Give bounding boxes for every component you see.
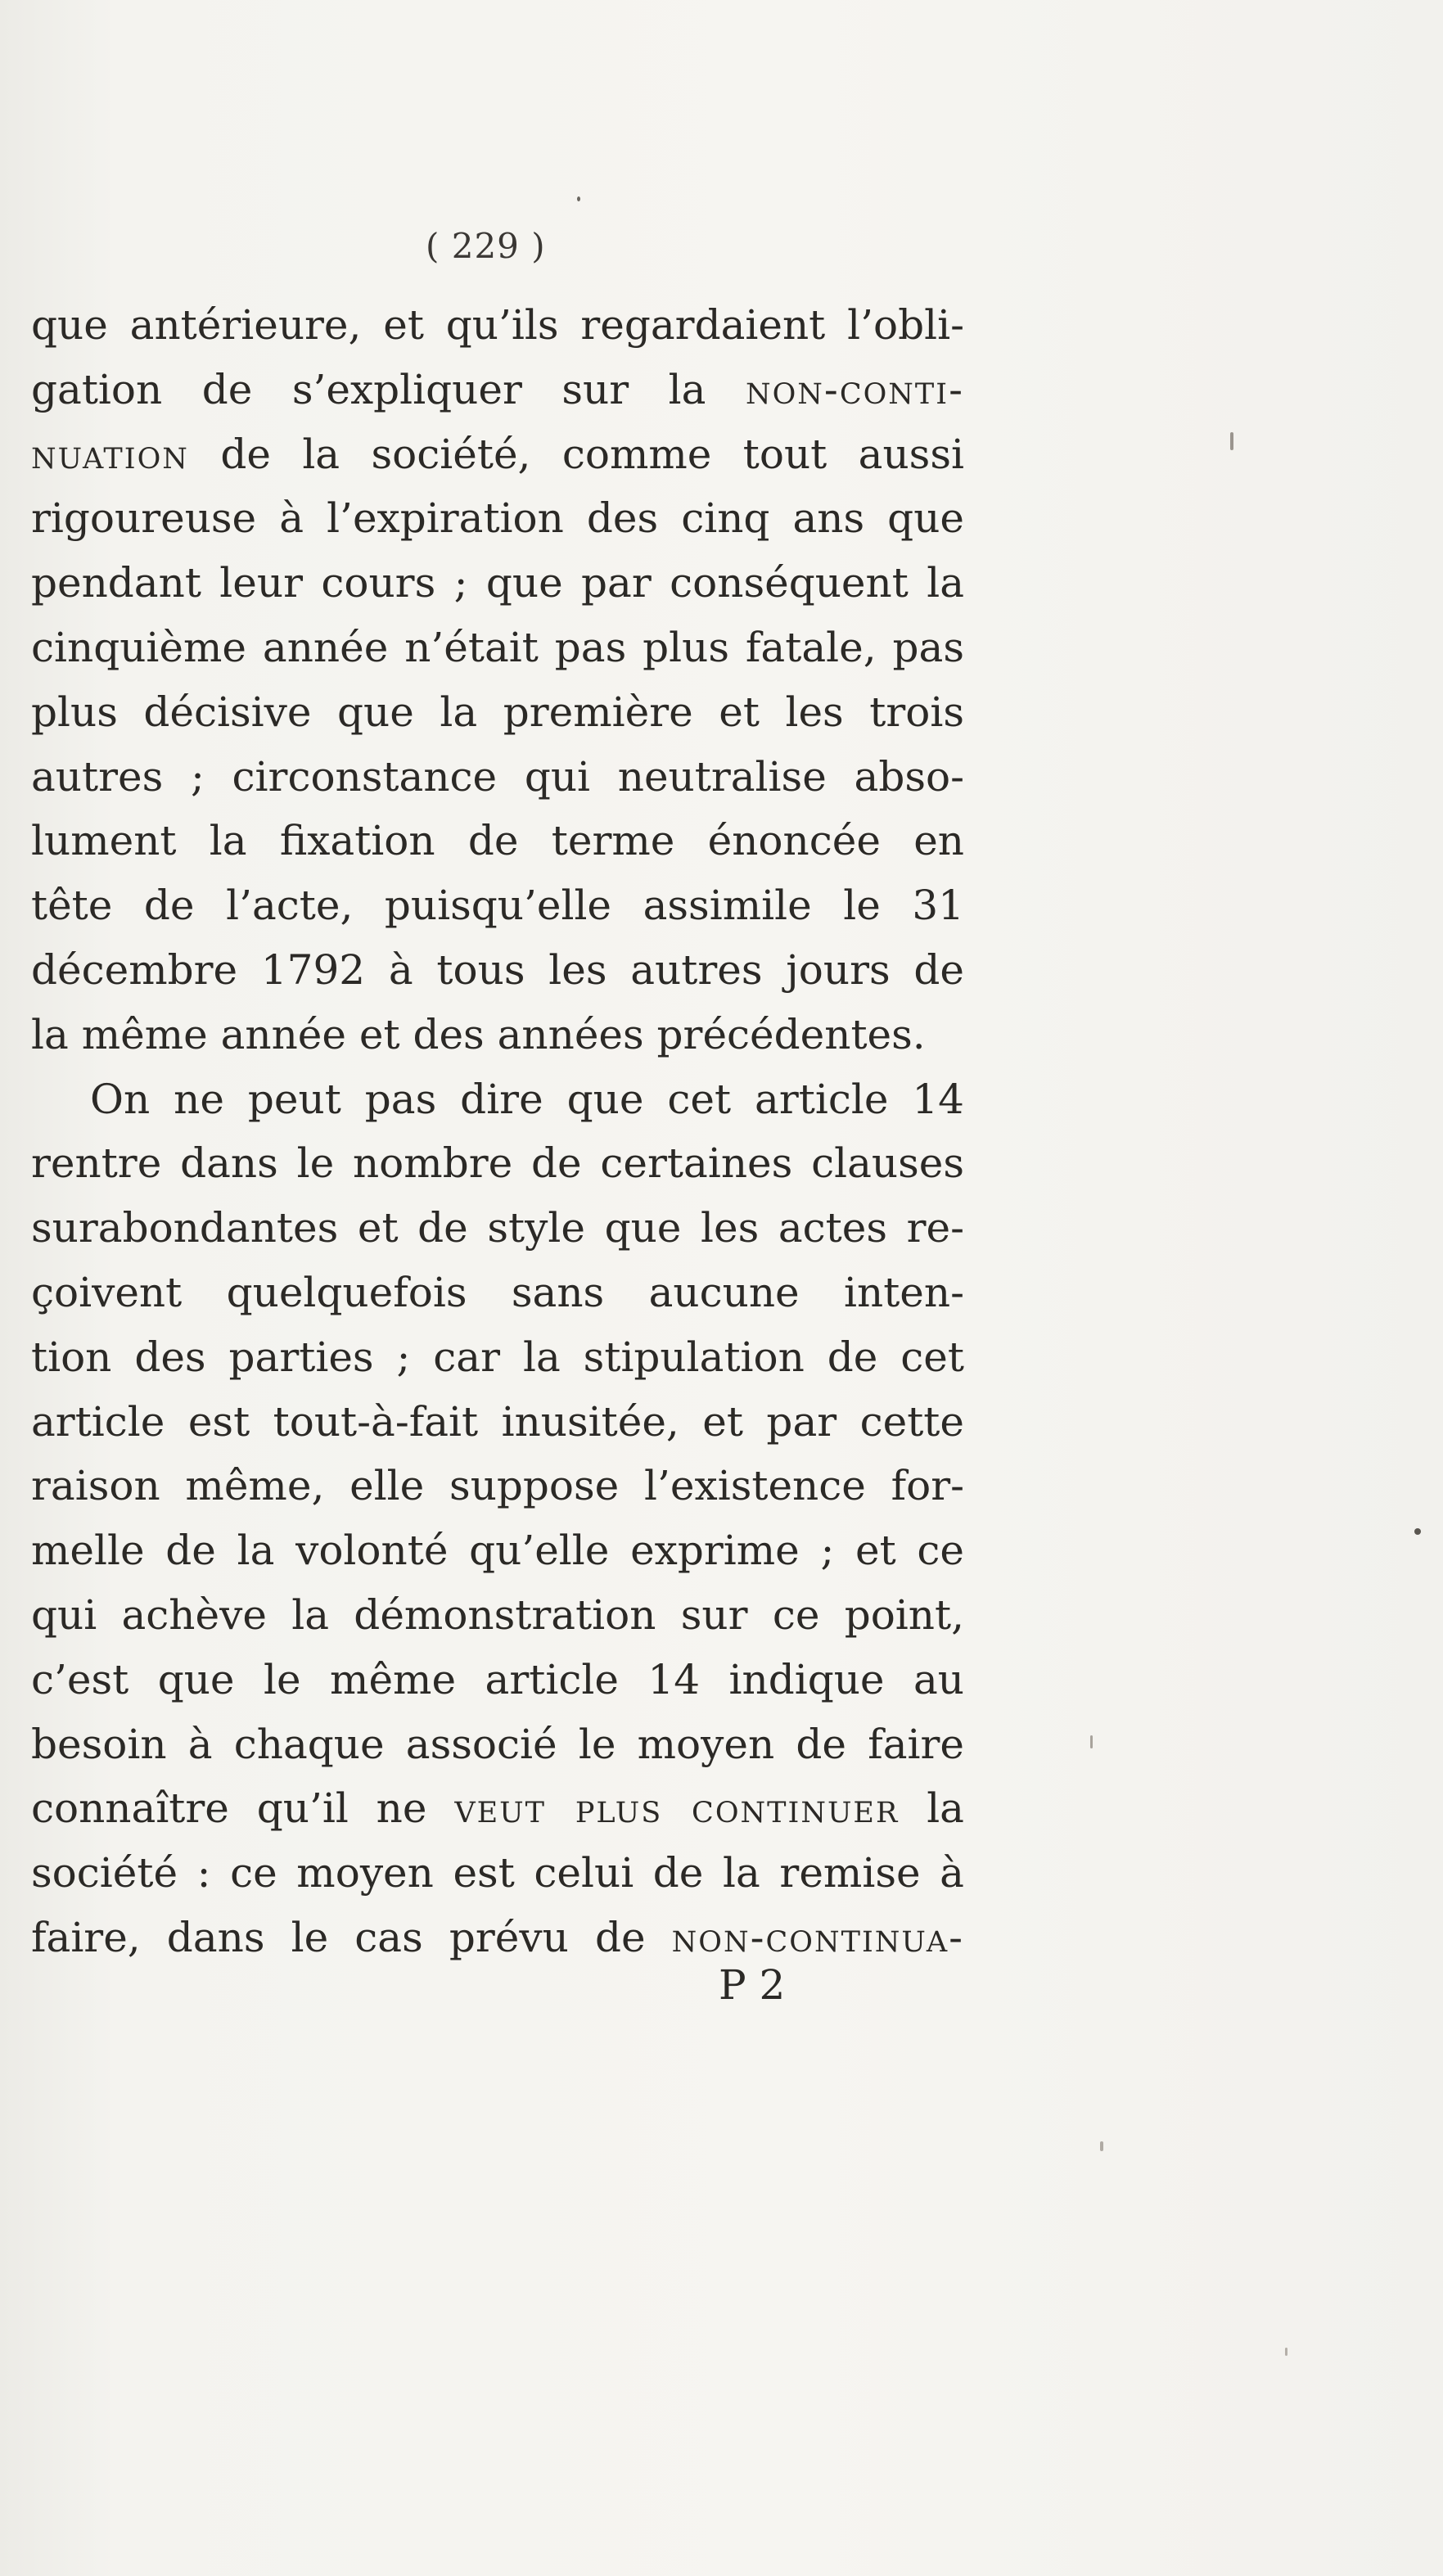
text-line-6: cinquième année n’était pas plus fatale, pas bbox=[31, 623, 964, 671]
text-line-8: autres ; circonstance qui neutralise abso- bbox=[31, 752, 964, 801]
text-line-2: gation de s’expliquer sur la non-conti- bbox=[31, 365, 964, 413]
text-line-15: surabondantes et de style que les actes re- bbox=[31, 1204, 964, 1252]
text-line-12: la même année et des années précédentes. bbox=[31, 1010, 926, 1058]
text-line-7: plus décisive que la première et les trois bbox=[31, 688, 964, 736]
text-line-4: rigoureuse à l’expiration des cinq ans que bbox=[31, 494, 964, 543]
text-line-16: çoivent quelquefois sans aucune inten- bbox=[31, 1268, 964, 1316]
text-line-14: rentre dans le nombre de certaines clauses bbox=[31, 1139, 964, 1188]
text-line-1: que antérieure, et qu’ils regardaient l’obli- bbox=[31, 301, 964, 349]
text-line-17: tion des parties ; car la stipulation de cet bbox=[31, 1333, 964, 1381]
text-line-22: c’est que le même article 14 indique au bbox=[31, 1655, 964, 1703]
text-line-19: raison même, elle suppose l’existence for- bbox=[31, 1462, 964, 1510]
text-line-9: lument la fixation de terme énoncée en bbox=[31, 817, 964, 865]
paper-speck bbox=[1230, 432, 1233, 450]
text-line-18: article est tout-à-fait inusitée, et par cette bbox=[31, 1397, 964, 1446]
page-number-header: ( 229 ) bbox=[426, 226, 546, 266]
text-line-20: melle de la volonté qu’elle exprime ; et ce bbox=[31, 1527, 964, 1575]
text-line-13: On ne peut pas dire que cet article 14 bbox=[90, 1075, 964, 1123]
paper-speck bbox=[577, 196, 580, 201]
body-text bbox=[31, 293, 964, 1970]
paper-speck bbox=[1414, 1528, 1421, 1535]
paper-speck bbox=[1090, 1735, 1093, 1748]
text-line-11: décembre 1792 à tous les autres jours de bbox=[31, 945, 964, 994]
signature-mark: P 2 bbox=[719, 1961, 786, 2009]
text-line-23: besoin à chaque associé le moyen de faire bbox=[31, 1720, 964, 1768]
text-line-10: tête de l’acte, puisqu’elle assimile le 31 bbox=[31, 882, 964, 930]
text-line-25: société : ce moyen est celui de la remise à bbox=[31, 1849, 964, 1897]
text-line-26: faire, dans le cas prévu de non-continua- bbox=[31, 1913, 964, 1961]
paper-speck bbox=[1100, 2141, 1103, 2151]
text-line-24: connaître qu’il ne veut plus continuer la bbox=[31, 1784, 964, 1833]
text-line-3: nuation de la société, comme tout aussi bbox=[31, 430, 964, 478]
text-line-21: qui achève la démonstration sur ce point, bbox=[31, 1590, 964, 1639]
paper-speck bbox=[1285, 2348, 1287, 2356]
text-line-5: pendant leur cours ; que par conséquent la bbox=[31, 559, 964, 607]
